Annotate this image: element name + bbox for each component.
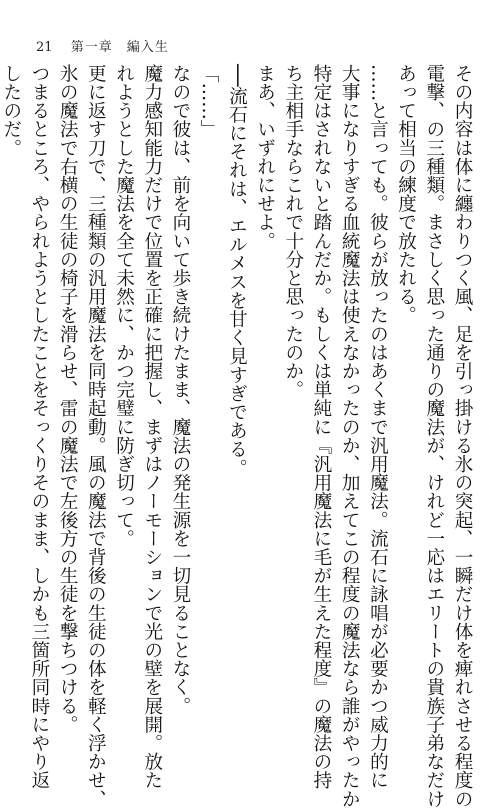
text-line: 電撃、の三種類。まさしく思った通りの魔法が、けれど一応はエリートの貴族子弟なだけ	[423, 64, 445, 808]
text-line: なので彼は、前を向いて歩き続けたまま、魔法の発生源を一切見ることなく。	[169, 64, 191, 715]
page-number: 21	[36, 40, 53, 55]
text-line: したのだ。	[0, 64, 22, 157]
vertical-text-body	[0, 64, 476, 808]
text-line: その内容は体に纏わりつく風、足を引っ掛ける氷の突起、一瞬だけ体を痺れさせる程度の	[452, 64, 473, 808]
text-line: 特定はされないと踏んだか。もしくは単純に『汎用魔法に毛が生えた程度』の魔法の持	[310, 64, 332, 790]
text-line: ──流石にそれは、エルメスを甘く見すぎである。	[226, 64, 248, 477]
text-line: 魔力感知能力だけで位置を正確に把握し、まずはノーモーションで光の壁を展開。放た	[141, 64, 163, 790]
text-line: れようとした魔法を全て未然に、かつ完璧に防ぎ切って。	[113, 64, 135, 548]
running-header	[36, 36, 169, 56]
chapter-title: 第一章 編入生	[70, 40, 169, 55]
text-line: 氷の魔法で右横の生徒の椅子を滑らせ、雷の魔法で左後方の生徒を撃ちつける。	[57, 64, 79, 734]
text-line: あって相当の練度で放たれる。	[395, 64, 417, 325]
text-line: まあ、いずれにせよ。	[254, 64, 276, 250]
text-line: 大事になりすぎる血統魔法は使えなかったのか、加えてこの程度の魔法なら誰がやったか	[339, 64, 361, 808]
text-line: ち主相手ならこれで十分と思ったのか。	[282, 64, 304, 399]
text-line: つまるところ、やられようとしたことをそっくりそのまま、しかも三箇所同時にやり返	[28, 64, 50, 790]
text-line: ……と言っても。彼らが放ったのはあくまで汎用魔法。流石に詠唱が必要かつ威力的に	[367, 64, 389, 790]
text-line: 「……」	[198, 64, 220, 139]
text-line: 更に返す刀で、三種類の汎用魔法を同時起動。風の魔法で背後の生徒の体を軽く浮かせ、	[85, 64, 107, 808]
